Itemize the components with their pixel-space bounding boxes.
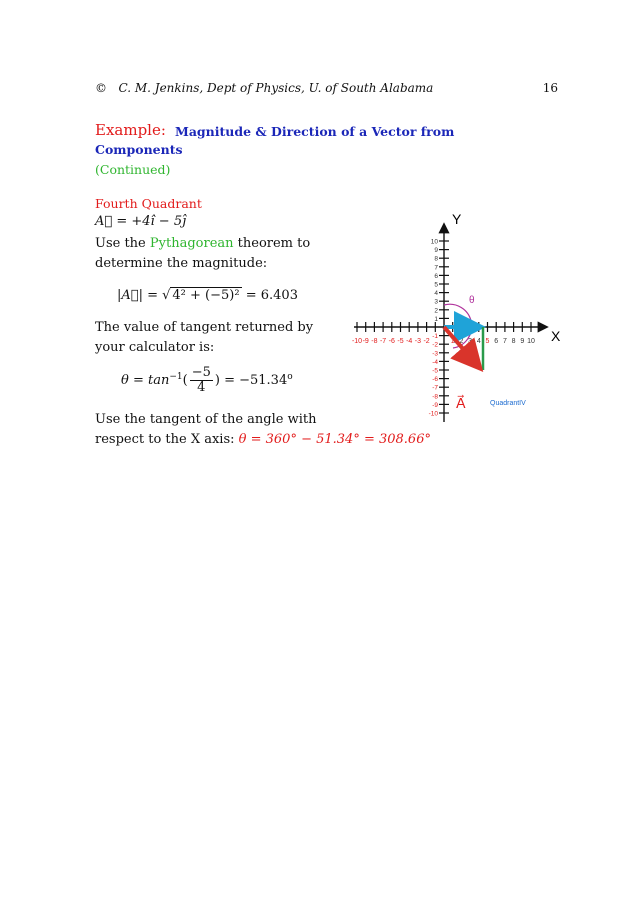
vector-a-label: A⃗	[456, 395, 466, 411]
example-title-line2: Components	[95, 142, 183, 157]
page-number: 16	[542, 81, 558, 95]
y-tick-label: -4	[432, 358, 438, 366]
x-tick-label: 7	[502, 338, 507, 345]
pyth-pre: Use the	[95, 236, 146, 251]
use-tangent-line1: Use the tangent of the angle with	[95, 412, 317, 427]
pythagorean-line2: determine the magnitude:	[95, 256, 268, 271]
x-tick-label: -4	[406, 338, 413, 345]
pythagorean-word: Pythagorean	[149, 236, 234, 251]
x-tick-label: -2	[423, 338, 430, 345]
x-tick-label: 10	[527, 338, 535, 345]
y-tick-label: 6	[434, 272, 438, 280]
y-tick-label: 3	[434, 298, 438, 306]
example-title-line1: Magnitude & Direction of a Vector from	[175, 124, 455, 139]
y-tick-label: 5	[434, 281, 438, 289]
y-tick-label: 1	[434, 315, 438, 323]
copyright-symbol: ©	[95, 81, 107, 95]
use-tangent-pre: respect to the X axis:	[95, 432, 235, 447]
y-tick-label: -3	[432, 350, 438, 358]
y-tick-label: 10	[430, 238, 438, 246]
vector-a	[444, 327, 478, 366]
theta-degree-sup: o	[287, 372, 293, 382]
magnitude-lhs: |A⃗| =	[117, 288, 158, 303]
y-tick-label: 7	[434, 264, 438, 272]
y-tick-label: -1	[432, 333, 438, 341]
x-tick-label: -8	[371, 338, 378, 345]
y-tick-label: -6	[432, 376, 438, 384]
magnitude-equation: |A⃗| = √ 4² + (−5)² = 6.403	[117, 288, 298, 303]
y-tick-label: -8	[432, 393, 438, 401]
theta-result: ) = −51.34	[214, 373, 288, 388]
theta-open-paren: (	[182, 373, 188, 388]
x-tick-label: 1	[450, 338, 455, 345]
magnitude-radicand: 4² + (−5)²	[172, 288, 240, 303]
quadrant-label: QuadrantIV	[490, 400, 526, 407]
vector-equation: A⃗ = +4î − 5ĵ	[95, 214, 187, 229]
x-tick-label: 6	[494, 338, 499, 345]
theta-numerator: −5	[191, 365, 211, 380]
x-tick-label: 2	[459, 338, 464, 345]
x-tick-label: -3	[414, 338, 422, 345]
magnitude-rhs: = 6.403	[245, 288, 298, 303]
example-label: Example:	[95, 121, 166, 139]
header-text: C. M. Jenkins, Dept of Physics, U. of South Alabama	[118, 81, 434, 95]
tangent-line2: your calculator is:	[95, 340, 215, 355]
x-tick-label: -5	[397, 338, 404, 345]
y-tick-label: -10	[428, 410, 438, 418]
y-tick-label: -2	[432, 341, 438, 349]
x-tick-label: 3	[468, 338, 473, 345]
x-tick-label: -10	[351, 338, 363, 345]
continued-label: (Continued)	[95, 162, 171, 177]
y-tick-label: -9	[432, 401, 438, 409]
x-tick-label: 4	[476, 338, 481, 345]
y-tick-label: -5	[432, 367, 438, 375]
x-tick-label: 9	[520, 338, 525, 345]
theta-inverse-exponent: −1	[169, 372, 183, 382]
theta-denominator: 4	[197, 380, 206, 395]
theta-label: θ	[469, 295, 475, 306]
x-tick-label: -6	[388, 338, 395, 345]
x-tick-label: -9	[362, 338, 369, 345]
y-tick-label: 2	[434, 307, 438, 315]
x-tick-label: 8	[511, 338, 516, 345]
y-tick-label: -7	[432, 384, 438, 392]
theta-lhs: θ = tan	[121, 373, 170, 388]
x-tick-label: -7	[379, 338, 387, 345]
section-heading: Fourth Quadrant	[95, 196, 202, 211]
x-tick-label: 5	[485, 338, 490, 345]
tangent-line1: The value of tangent returned by	[95, 320, 314, 335]
pyth-post: theorem to	[237, 236, 311, 251]
y-axis-label: Y	[452, 211, 462, 227]
y-tick-label: 8	[434, 255, 438, 263]
final-angle-equation: θ = 360° − 51.34° = 308.66°	[238, 432, 431, 447]
y-tick-label: 4	[434, 290, 438, 298]
y-tick-label: 9	[434, 247, 438, 255]
x-axis-label: X	[551, 328, 561, 344]
